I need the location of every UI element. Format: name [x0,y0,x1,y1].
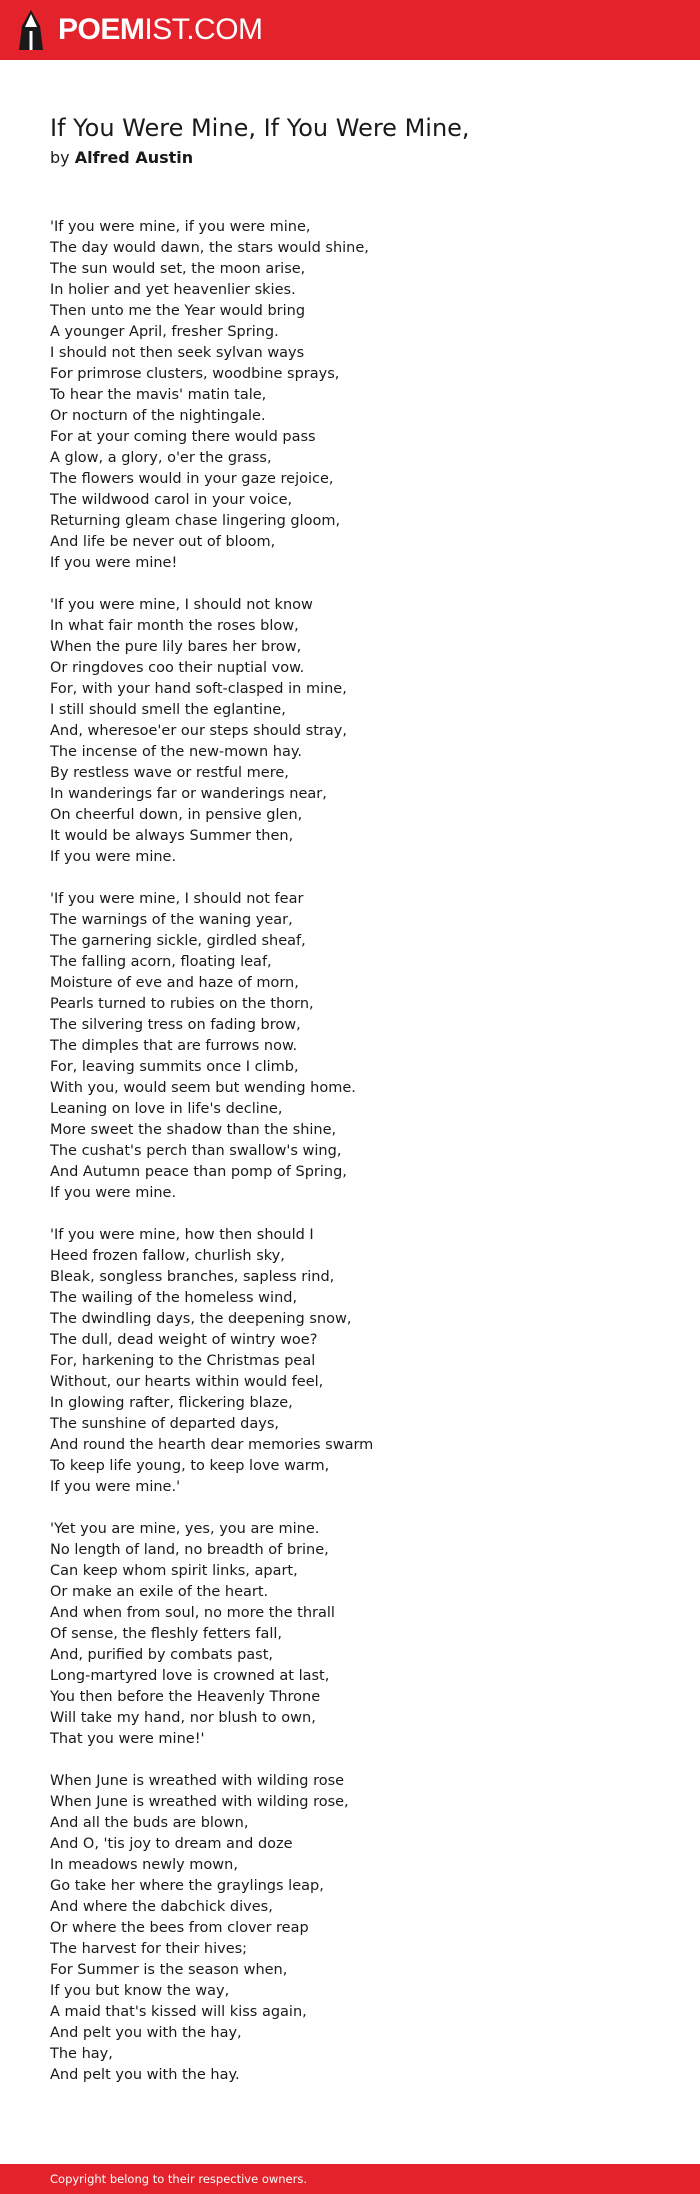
poem-line: For primrose clusters, woodbine sprays, [50,366,340,382]
poem-line: And pelt you with the hay. [50,2067,240,2083]
poem-line: More sweet the shadow than the shine, [50,1122,337,1138]
stanza [50,1519,670,1750]
poem-line: The dwindling days, the deepening snow, [50,1311,352,1327]
site-footer [0,2164,700,2194]
poem-line: Or ringdoves coo their nuptial vow. [50,660,305,676]
site-header [0,0,700,60]
poem-line: 'Yet you are mine, yes, you are mine. [50,1521,320,1537]
poem-line: In holier and yet heavenlier skies. [50,282,296,298]
poem-line: And, wheresoe'er our steps should stray, [50,723,347,739]
poem-line: The wailing of the homeless wind, [50,1290,298,1306]
stanza [50,595,670,868]
poem-line: That you were mine!' [50,1731,205,1747]
poem-line: For at your coming there would pass [50,429,316,445]
poem-line: 'If you were mine, I should not know [50,597,313,613]
poem-line: The falling acorn, floating leaf, [50,954,272,970]
poem-line: The harvest for their hives; [50,1941,248,1957]
logo-wordmark [58,9,263,51]
poem-line: A glow, a glory, o'er the grass, [50,450,272,466]
poem-line: The cushat's perch than swallow's wing, [50,1143,342,1159]
stanza [50,889,670,1204]
poem-line: If you were mine. [50,1185,177,1201]
poem-line: And round the hearth dear memories swarm [50,1437,374,1453]
poem-line: Moisture of eve and haze of morn, [50,975,299,991]
poem-line: The wildwood carol in your voice, [50,492,293,508]
logo-bold: POEM [58,13,145,46]
author-name[interactable]: Alfred Austin [74,148,194,167]
poem-line: And where the dabchick dives, [50,1899,273,1915]
poem-line: No length of land, no breadth of brine, [50,1542,329,1558]
poem-line: I still should smell the eglantine, [50,702,286,718]
poem-line: The incense of the new-mown hay. [50,744,303,760]
poem-line: In glowing rafter, flickering blaze, [50,1395,293,1411]
poem-line: By restless wave or restful mere, [50,765,289,781]
poem-line: The hay, [50,2046,113,2062]
poem-line: Returning gleam chase lingering gloom, [50,513,341,529]
poem-body [50,217,670,2107]
site-logo[interactable] [18,9,263,51]
poem-line: The sun would set, the moon arise, [50,261,306,277]
poem-line: Pearls turned to rubies on the thorn, [50,996,314,1012]
poem-line: When June is wreathed with wilding rose, [50,1794,349,1810]
poem-line: 'If you were mine, how then should I [50,1227,314,1243]
poem-line: To keep life young, to keep love warm, [50,1458,330,1474]
poem-line: In what fair month the roses blow, [50,618,299,634]
poem-line: In meadows newly mown, [50,1857,238,1873]
stanza [50,1225,670,1498]
poem-line: To hear the mavis' matin tale, [50,387,267,403]
poem-line: A maid that's kissed will kiss again, [50,2004,307,2020]
poem-line: Will take my hand, nor blush to own, [50,1710,316,1726]
poem-line: And all the buds are blown, [50,1815,249,1831]
poem-line: Of sense, the fleshly fetters fall, [50,1626,283,1642]
poem-line: If you were mine.' [50,1479,181,1495]
poem-line: It would be always Summer then, [50,828,294,844]
poem-line: Or nocturn of the nightingale. [50,408,266,424]
poem-line: For, harkening to the Christmas peal [50,1353,316,1369]
poem-line: And Autumn peace than pomp of Spring, [50,1164,347,1180]
poem-line: Then unto me the Year would bring [50,303,306,319]
byline [50,148,193,167]
poem-line: Bleak, songless branches, sapless rind, [50,1269,335,1285]
poem-line: You then before the Heavenly Throne [50,1689,321,1705]
poem-line: In wanderings far or wanderings near, [50,786,327,802]
stanza [50,217,670,574]
poem-line: If you were mine! [50,555,178,571]
by-label: by [50,148,70,167]
poem-line: For Summer is the season when, [50,1962,288,1978]
poem-line: On cheerful down, in pensive glen, [50,807,303,823]
poem-line: The silvering tress on fading brow, [50,1017,301,1033]
poem-line: Leaning on love in life's decline, [50,1101,283,1117]
poem-line: And when from soul, no more the thrall [50,1605,335,1621]
poem-line: Go take her where the graylings leap, [50,1878,324,1894]
poem-line: For, with your hand soft-clasped in mine, [50,681,347,697]
poem-line: For, leaving summits once I climb, [50,1059,299,1075]
poem-line: When June is wreathed with wilding rose [50,1773,345,1789]
poem-line: And, purified by combats past, [50,1647,274,1663]
pen-nib-icon [18,9,44,51]
poem-line: The day would dawn, the stars would shine, [50,240,369,256]
poem-line: Or where the bees from clover reap [50,1920,309,1936]
poem-line: And life be never out of bloom, [50,534,276,550]
poem-line: The warnings of the waning year, [50,912,293,928]
poem-line: Or make an exile of the heart. [50,1584,269,1600]
poem-line: The flowers would in your gaze rejoice, [50,471,334,487]
poem-line: Without, our hearts within would feel, [50,1374,324,1390]
poem-line: When the pure lily bares her brow, [50,639,302,655]
poem-line: Can keep whom spirit links, apart, [50,1563,298,1579]
poem-line: Heed frozen fallow, churlish sky, [50,1248,285,1264]
poem-line: 'If you were mine, I should not fear [50,891,304,907]
poem-line: The dimples that are furrows now. [50,1038,298,1054]
poem-line: I should not then seek sylvan ways [50,345,305,361]
poem-line: The garnering sickle, girdled sheaf, [50,933,306,949]
poem-line: With you, would seem but wending home. [50,1080,356,1096]
poem-line: And O, 'tis joy to dream and doze [50,1836,293,1852]
copyright-notice: Copyright belong to their respective owners. [50,2172,308,2186]
poem-title: If You Were Mine, If You Were Mine, [50,114,470,142]
poem-line: The sunshine of departed days, [50,1416,280,1432]
poem-line: If you were mine. [50,849,177,865]
poem-line: Long-martyred love is crowned at last, [50,1668,330,1684]
poem-line: A younger April, fresher Spring. [50,324,279,340]
stanza [50,1771,670,2086]
poem-line: And pelt you with the hay, [50,2025,242,2041]
poem-line: 'If you were mine, if you were mine, [50,219,311,235]
poem-line: The dull, dead weight of wintry woe? [50,1332,318,1348]
poem-line: If you but know the way, [50,1983,230,1999]
logo-light: IST.COM [144,13,263,46]
